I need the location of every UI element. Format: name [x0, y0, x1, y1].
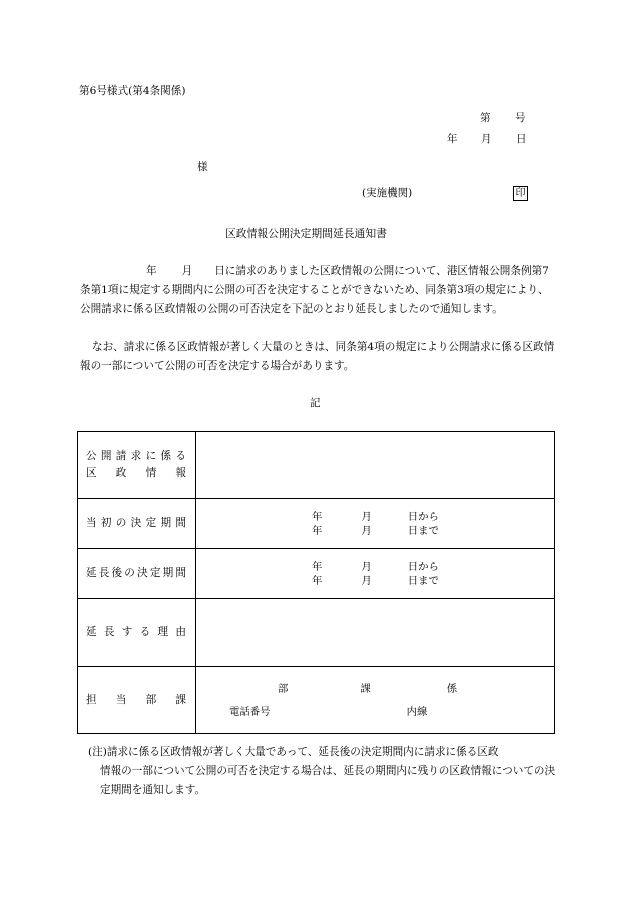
row2-label: [78, 515, 195, 532]
row3-label: [78, 565, 195, 582]
label-char: 期: [160, 517, 172, 529]
table-row-initial-period: [78, 499, 555, 549]
label-char: の: [124, 567, 135, 579]
table-row-department: [78, 667, 555, 734]
document-title: 区政情報公開決定期間延長通知書: [225, 227, 387, 240]
ki-label: 記: [310, 397, 321, 409]
label-char: 長: [98, 567, 110, 579]
label-char: 当: [86, 517, 97, 529]
extended-period-cell[interactable]: [196, 549, 555, 599]
seal-mark: 印: [513, 186, 528, 201]
label-char: 公: [86, 450, 97, 462]
body-paragraph-2: [80, 338, 558, 376]
label-char: る: [139, 626, 151, 638]
label-char: す: [121, 626, 133, 638]
form-id: 第6号様式(第4条関係): [79, 85, 186, 97]
label-char: 報: [175, 467, 186, 479]
issuer-label: (実施機関): [362, 187, 413, 199]
phone-label: 電話番号: [229, 705, 271, 718]
label-char: 定: [149, 567, 161, 579]
info-value-cell[interactable]: [196, 432, 555, 499]
unit-label: 係: [446, 682, 458, 695]
initial-period-to: 年 月 日まで: [312, 524, 439, 537]
date-month: 月: [481, 133, 492, 145]
label-char: 課: [175, 693, 186, 706]
label-char: 延: [86, 567, 97, 579]
initial-period-cell[interactable]: [196, 499, 555, 549]
reason-cell[interactable]: [196, 599, 555, 667]
para1-month: 月: [181, 265, 193, 277]
number-suffix: 号: [515, 112, 526, 124]
initial-period-from: 年 月 日から: [312, 510, 439, 523]
extended-period-to: 年 月 日まで: [312, 574, 439, 587]
row1-line1: [78, 448, 195, 465]
label-char: 区: [86, 467, 97, 479]
label-char: 延: [86, 626, 97, 638]
label-char: 期: [162, 567, 174, 579]
label-char: 請: [115, 450, 127, 462]
department-cell[interactable]: [196, 667, 555, 734]
label-char: 政: [115, 467, 127, 479]
note-line1: 請求に係る区政情報が著しく大量であって、延長後の決定期間内に請求に係る区政: [106, 746, 499, 758]
addressee-suffix: 様: [197, 161, 208, 173]
date-year: 年: [447, 133, 458, 145]
label-char: 当: [115, 693, 127, 706]
para2-text: なお、請求に係る区政情報が著しく大量のときは、同条第4項の規定により公開請求に係る区政情報の一部について公開の可否を決定する場合があります。: [80, 341, 555, 372]
label-char: に: [145, 450, 157, 462]
para1-text: 日に請求のありました区政情報の公開について、港区情報公開条例第7条第1項に規定する期間内に公開の可否を決定することができないため、同条第3項の規定により、公開請求に係る区政情報の公開の可否決定を下記のとおり延長しましたので通知します。: [80, 265, 549, 315]
label-char: の: [115, 517, 127, 529]
detail-table: [77, 431, 555, 734]
label-char: 間: [175, 567, 186, 579]
label-char: 後: [111, 567, 123, 579]
label-char: 長: [103, 626, 115, 638]
table-row-reason: [78, 599, 555, 667]
dept-line: [196, 682, 554, 696]
table-row-info: [78, 432, 555, 499]
label-char: 由: [175, 626, 186, 638]
number-prefix: 第: [480, 112, 491, 124]
row1-line2: [78, 465, 195, 482]
label-char: 係: [160, 450, 172, 462]
body-paragraph-1: [80, 262, 558, 319]
label-char: 部: [145, 693, 157, 706]
label-char: 間: [175, 517, 186, 529]
row5-label: [78, 692, 195, 709]
label-char: 担: [86, 693, 97, 706]
label-char: 開: [100, 450, 112, 462]
label-char: 求: [130, 450, 142, 462]
footnote: [88, 743, 558, 800]
date-day: 日: [516, 133, 527, 145]
label-char: 初: [100, 517, 112, 529]
note-rest: 情報の一部について公開の可否を決定する場合は、延長の期間内に残りの区政情報についての決定期間を通知します。: [100, 765, 556, 796]
section-label: 課: [360, 682, 371, 695]
label-char: 決: [130, 517, 142, 529]
table-row-extended-period: [78, 549, 555, 599]
row4-label: [78, 624, 195, 641]
note-prefix: (注): [88, 746, 107, 758]
phone-line: [196, 705, 554, 719]
extended-period-from: 年 月 日から: [312, 560, 439, 573]
label-char: 定: [145, 517, 157, 529]
label-char: 情: [145, 467, 157, 479]
para1-year: 年: [146, 265, 157, 277]
dept-label: 部: [278, 682, 289, 695]
extension-label: 内線: [406, 705, 428, 718]
label-char: る: [175, 450, 186, 462]
label-char: 決: [137, 567, 148, 579]
label-char: 理: [157, 626, 169, 638]
